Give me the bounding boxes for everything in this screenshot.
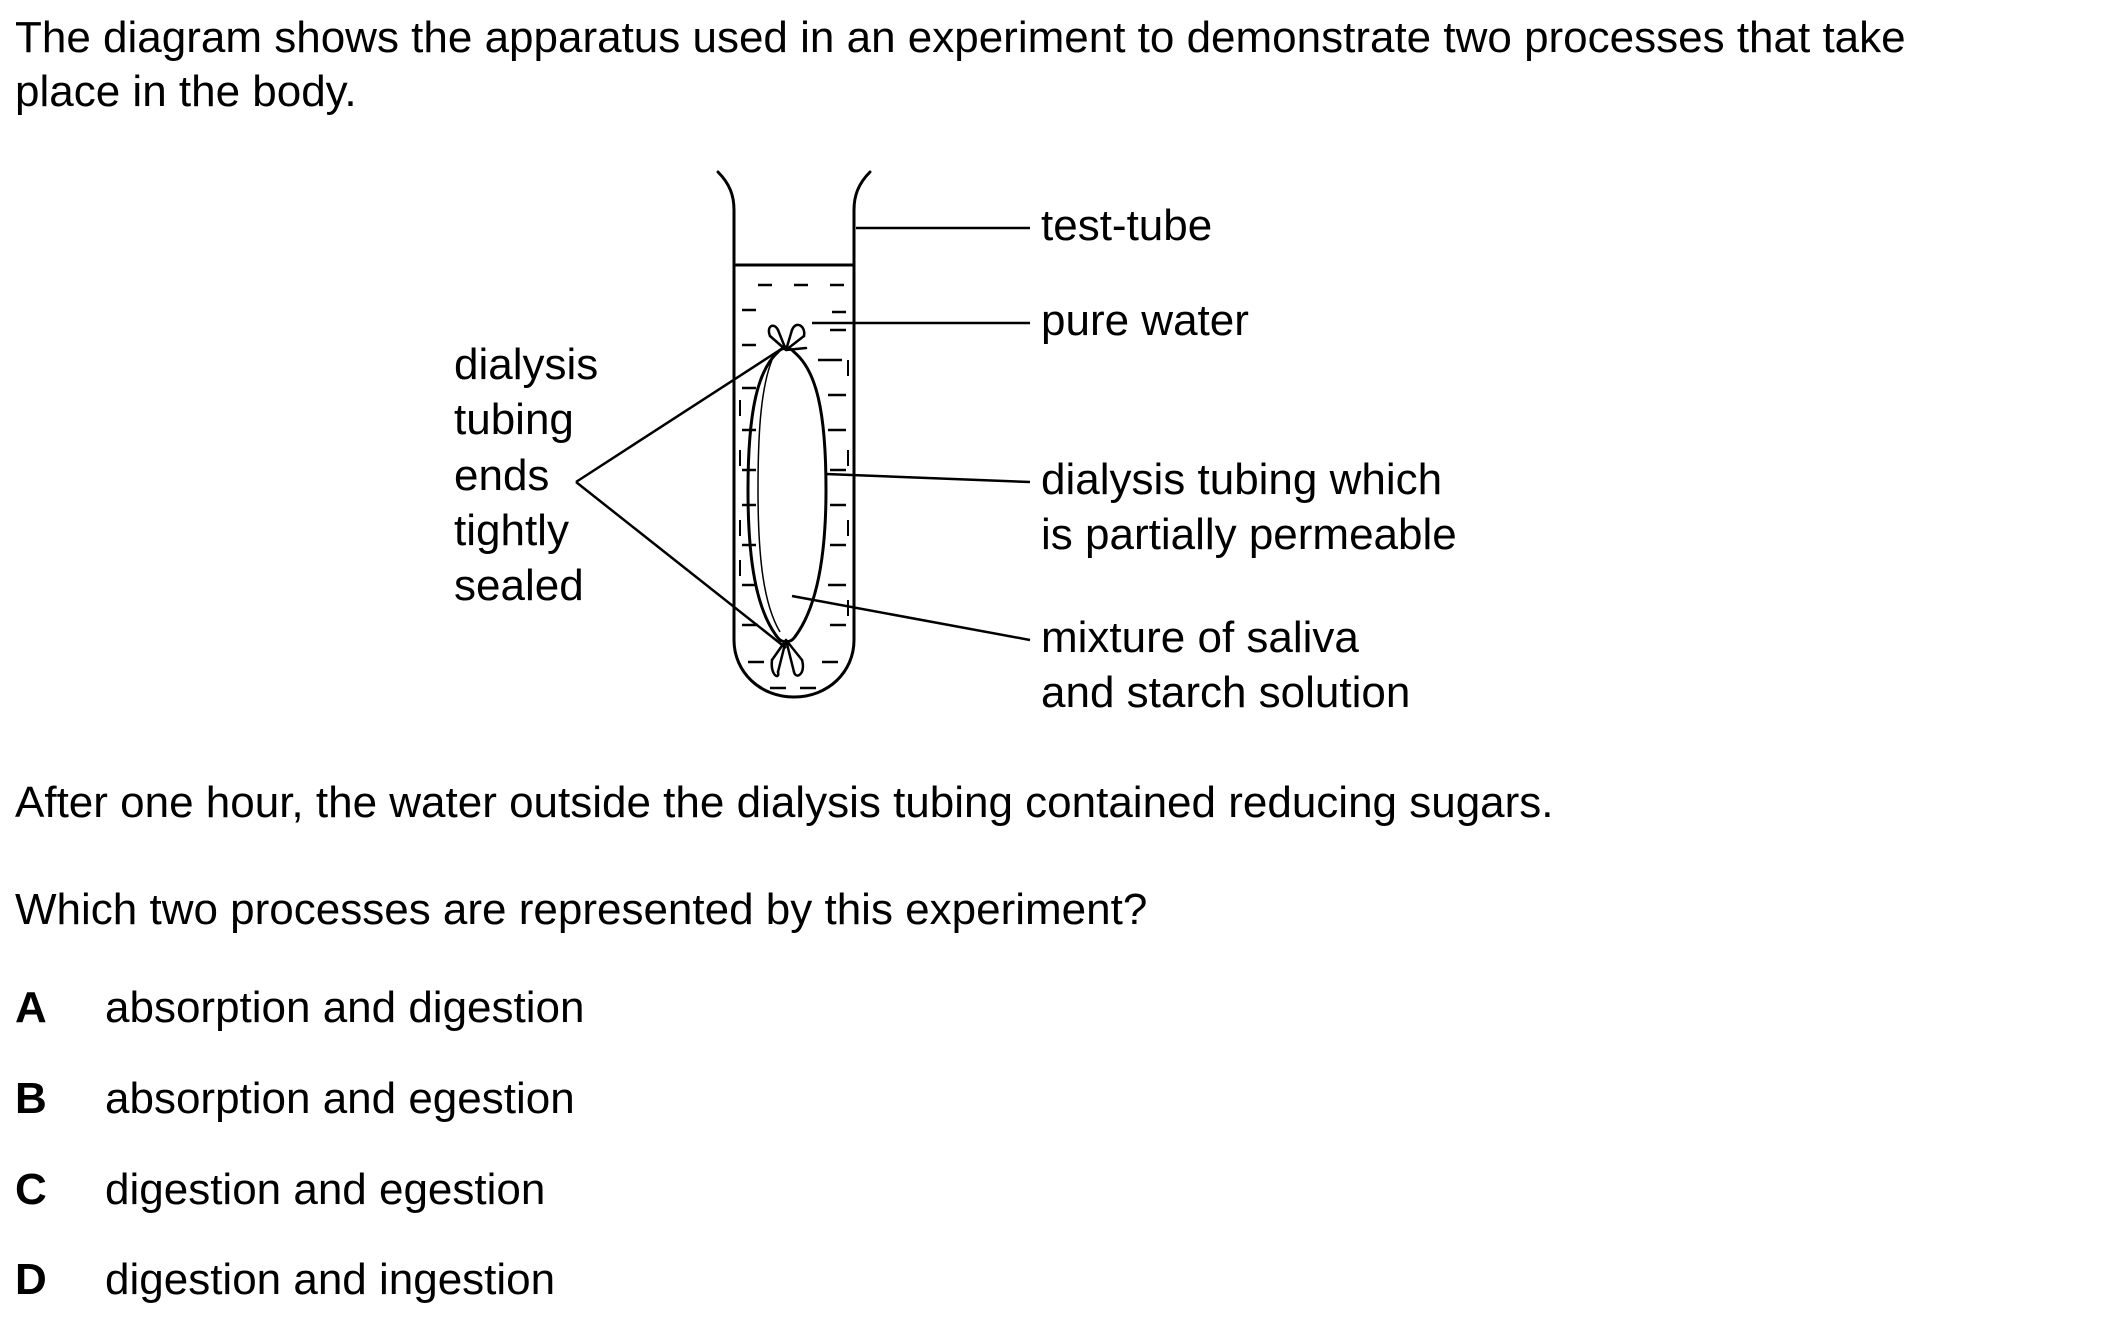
label-tubing-line-2: is partially permeable <box>1041 510 1457 559</box>
label-ends-line-2: tubing <box>454 395 574 444</box>
label-ends-line-4: tightly <box>454 506 569 555</box>
result-text: After one hour, the water outside the dialysis tubing contained reducing sugars. <box>15 778 1554 827</box>
option-text: absorption and egestion <box>105 1074 575 1123</box>
top-tied-end <box>769 325 806 350</box>
label-mixture-line-1: mixture of saliva <box>1041 613 1359 662</box>
ends-leader-bottom <box>576 482 786 648</box>
label-tubing-line-1: dialysis tubing which <box>1041 455 1443 504</box>
tubing-leader <box>826 474 1030 482</box>
label-ends-line-5: sealed <box>454 561 584 610</box>
test-tube-outline <box>718 172 870 697</box>
option-text: digestion and ingestion <box>105 1255 556 1304</box>
ends-leader-top <box>576 346 786 482</box>
option-letter: D <box>15 1255 47 1304</box>
mixture-leader <box>792 596 1030 640</box>
dialysis-tubing-sac <box>748 348 826 642</box>
label-pure-water: pure water <box>1041 296 1249 345</box>
label-test-tube: test-tube <box>1041 201 1213 250</box>
label-ends-line-3: ends <box>454 451 550 500</box>
intro-text-line-2: place in the body. <box>15 67 357 116</box>
option-text: absorption and digestion <box>105 983 585 1032</box>
option-text: digestion and egestion <box>105 1165 546 1214</box>
label-mixture-line-2: and starch solution <box>1041 668 1411 717</box>
question-prompt: Which two processes are represented by this experiment? <box>15 885 1148 934</box>
label-ends-line-1: dialysis <box>454 340 599 389</box>
intro-text-line-1: The diagram shows the apparatus used in an experiment to demonstrate two processes that take <box>15 13 1906 62</box>
option-letter: B <box>15 1074 47 1123</box>
option-letter: C <box>15 1165 47 1214</box>
leader-lines <box>576 228 1030 648</box>
bottom-tied-end <box>772 640 803 676</box>
option-letter: A <box>15 983 47 1032</box>
